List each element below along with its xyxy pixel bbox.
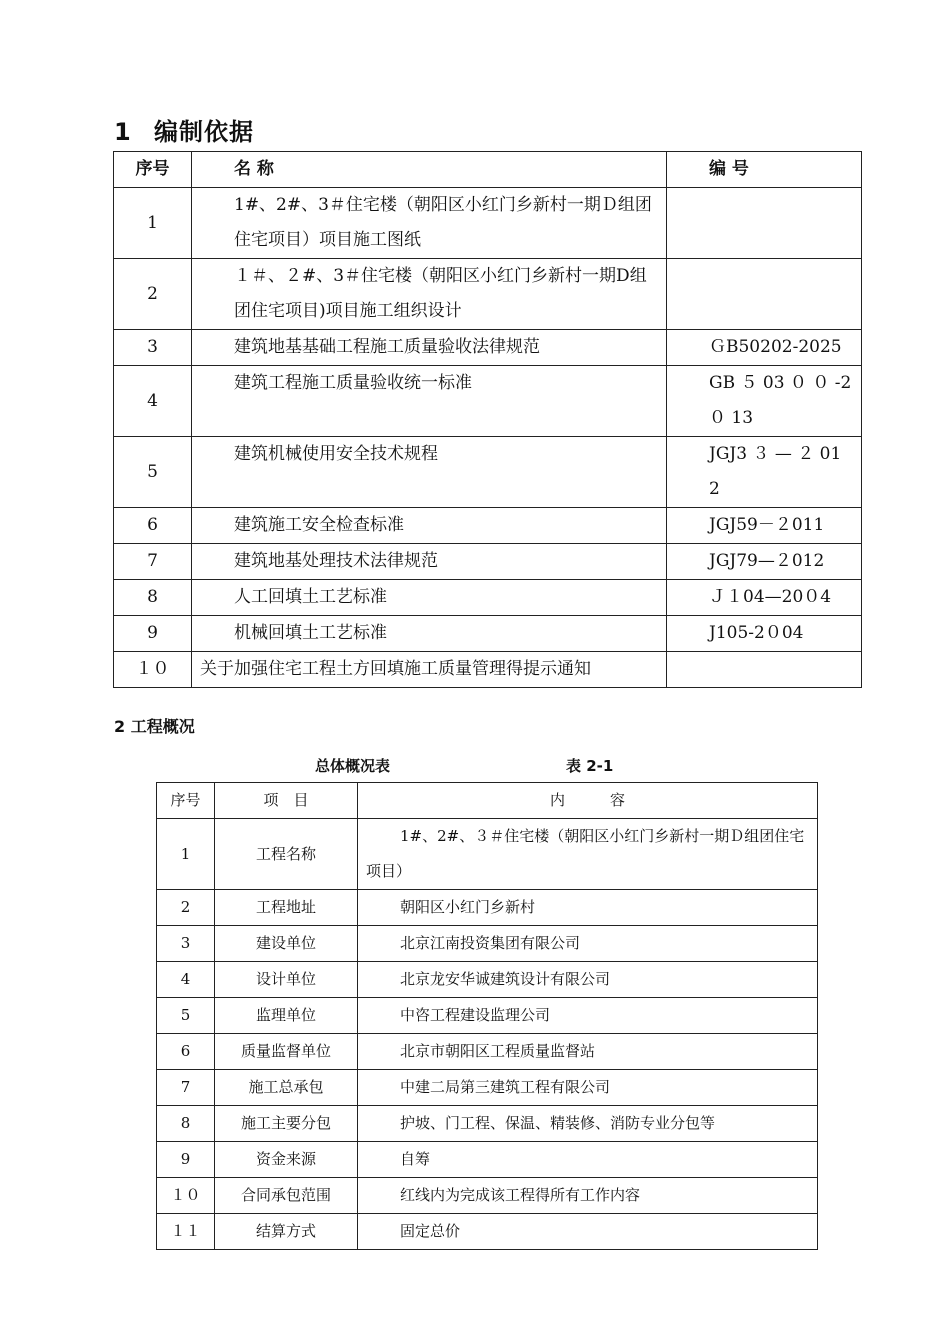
table-row <box>114 330 862 366</box>
table-row <box>157 819 818 890</box>
table-row <box>114 544 862 580</box>
row-item: 施工主要分包 <box>215 1106 358 1142</box>
overview-table <box>156 782 818 1250</box>
section1-number: 1 <box>114 118 132 146</box>
row-content: 北京江南投资集团有限公司 <box>358 926 818 962</box>
row-item: 质量监督单位 <box>215 1034 358 1070</box>
row-item: 合同承包范围 <box>215 1178 358 1214</box>
row-item: 施工总承包 <box>215 1070 358 1106</box>
table-row <box>157 890 818 926</box>
row-index: １１ <box>157 1214 215 1250</box>
row-index: 4 <box>114 366 192 437</box>
row-name: 建筑地基处理技术法律规范 <box>192 544 667 580</box>
table-header-row <box>114 152 862 188</box>
row-content: 自筹 <box>358 1142 818 1178</box>
row-index: 5 <box>157 998 215 1034</box>
row-content: 1#、2#、３＃住宅楼（朝阳区小红门乡新村一期Ｄ组团住宅项目） <box>358 819 818 890</box>
row-name: 建筑工程施工质量验收统一标准 <box>192 366 667 437</box>
table-row <box>114 437 862 508</box>
row-index: 6 <box>157 1034 215 1070</box>
row-content: 固定总价 <box>358 1214 818 1250</box>
row-code <box>667 259 862 330</box>
header-index: 序号 <box>114 152 192 188</box>
table-row <box>114 580 862 616</box>
row-item: 设计单位 <box>215 962 358 998</box>
header-item: 项 目 <box>215 783 358 819</box>
table-row <box>157 926 818 962</box>
row-index: 2 <box>157 890 215 926</box>
row-name: 关于加强住宅工程土方回填施工质量管理得提示通知 <box>192 652 667 688</box>
row-content: 朝阳区小红门乡新村 <box>358 890 818 926</box>
row-name: １＃、２#、3＃住宅楼（朝阳区小红门乡新村一期D组团住宅项目)项目施工组织设计 <box>192 259 667 330</box>
row-index: 9 <box>114 616 192 652</box>
row-name: 人工回填土工艺标准 <box>192 580 667 616</box>
table-row <box>114 366 862 437</box>
row-content: 北京市朝阳区工程质量监督站 <box>358 1034 818 1070</box>
header-code: 编 号 <box>667 152 862 188</box>
table-row <box>157 1106 818 1142</box>
table-row <box>157 1070 818 1106</box>
table-row <box>157 1034 818 1070</box>
row-index: 9 <box>157 1142 215 1178</box>
row-index: 8 <box>114 580 192 616</box>
table-row <box>114 508 862 544</box>
row-item: 建设单位 <box>215 926 358 962</box>
row-content: 中咨工程建设监理公司 <box>358 998 818 1034</box>
row-code: ＧB50202-2025 <box>667 330 862 366</box>
row-index: 3 <box>157 926 215 962</box>
table-header-row <box>157 783 818 819</box>
row-name: 1#、2#、3＃住宅楼（朝阳区小红门乡新村一期Ｄ组团住宅项目）项目施工图纸 <box>192 188 667 259</box>
row-index: 7 <box>157 1070 215 1106</box>
section1-title: 编制依据 <box>154 118 254 146</box>
row-content: 北京龙安华诚建筑设计有限公司 <box>358 962 818 998</box>
header-index: 序号 <box>157 783 215 819</box>
table-row <box>157 1178 818 1214</box>
basis-table <box>113 151 862 688</box>
table-caption-title: 总体概况表 <box>315 757 391 775</box>
row-name: 机械回填土工艺标准 <box>192 616 667 652</box>
table-row <box>114 616 862 652</box>
row-content: 护坡、门工程、保温、精装修、消防专业分包等 <box>358 1106 818 1142</box>
row-index: 6 <box>114 508 192 544</box>
row-index: 3 <box>114 330 192 366</box>
table-row <box>114 652 862 688</box>
row-code <box>667 652 862 688</box>
section2-heading: 2 工程概况 <box>114 717 195 736</box>
row-code: J105-2０04 <box>667 616 862 652</box>
row-code <box>667 188 862 259</box>
table-row <box>157 998 818 1034</box>
row-code: JGJ3 ３ — ２ 01 2 <box>667 437 862 508</box>
row-code: JGJ59－２011 <box>667 508 862 544</box>
row-code: GB ５ 03 ０ ０ -2 ０ 13 <box>667 366 862 437</box>
row-index: 4 <box>157 962 215 998</box>
row-content: 中建二局第三建筑工程有限公司 <box>358 1070 818 1106</box>
section1-heading <box>114 112 254 147</box>
row-item: 工程地址 <box>215 890 358 926</box>
row-index: 5 <box>114 437 192 508</box>
row-index: 1 <box>114 188 192 259</box>
row-code: JGJ79—２012 <box>667 544 862 580</box>
table-row <box>114 259 862 330</box>
table-row <box>157 962 818 998</box>
row-item: 资金来源 <box>215 1142 358 1178</box>
row-item: 结算方式 <box>215 1214 358 1250</box>
row-index: 7 <box>114 544 192 580</box>
row-index: １０ <box>114 652 192 688</box>
table-row <box>114 188 862 259</box>
row-index: 2 <box>114 259 192 330</box>
row-item: 监理单位 <box>215 998 358 1034</box>
row-item: 工程名称 <box>215 819 358 890</box>
header-name: 名 称 <box>192 152 667 188</box>
row-name: 建筑地基基础工程施工质量验收法律规范 <box>192 330 667 366</box>
header-content: 内 容 <box>358 783 818 819</box>
table-row <box>157 1214 818 1250</box>
row-code: Ｊ１04—20０4 <box>667 580 862 616</box>
row-name: 建筑施工安全检查标准 <box>192 508 667 544</box>
row-content: 红线内为完成该工程得所有工作内容 <box>358 1178 818 1214</box>
row-index: 8 <box>157 1106 215 1142</box>
row-name: 建筑机械使用安全技术规程 <box>192 437 667 508</box>
row-index: 1 <box>157 819 215 890</box>
table-caption-number: 表 2-1 <box>566 757 614 775</box>
table-row <box>157 1142 818 1178</box>
row-index: １０ <box>157 1178 215 1214</box>
